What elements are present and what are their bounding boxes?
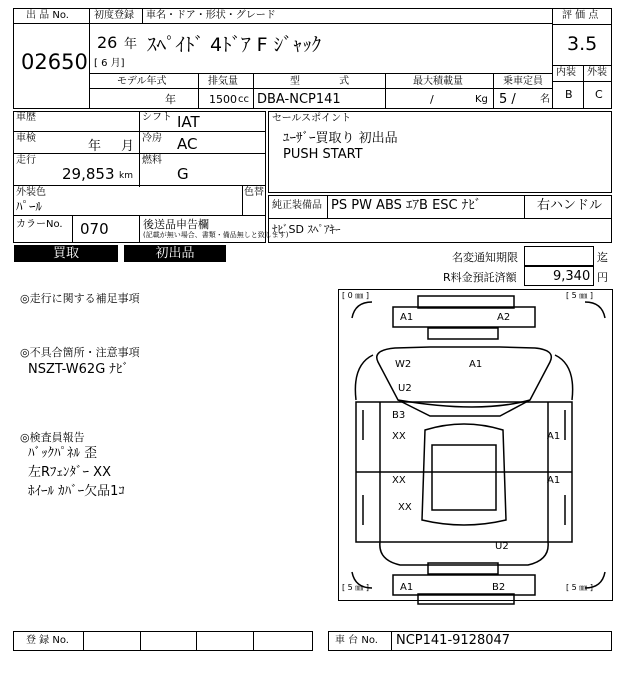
report-item-1: ﾊﾞｯｸﾊﾟﾈﾙ 歪 [28, 446, 98, 461]
reg-label: 初度登録 [94, 10, 134, 21]
reg-year: 26 [97, 33, 118, 52]
ac-label: 冷房 [142, 133, 162, 144]
interior-label: 内装 [556, 67, 576, 78]
tread-front-left: [ 0 ㎜ ] [342, 291, 369, 300]
front-bumper-left-mark: A1 [400, 312, 414, 323]
type-label: 型 式 [290, 76, 368, 87]
interior-grade: B [565, 88, 573, 101]
color-no-value: 070 [80, 220, 109, 238]
displacement-label: 排気量 [208, 76, 238, 87]
equipment-label: 純正装備品 [272, 200, 322, 211]
sales-points-label: セールスポイント [272, 113, 352, 124]
chassis-number-label: 車 台 No. [335, 635, 378, 646]
rear-under-mark: U2 [495, 541, 509, 552]
seats-value: 5 / [499, 92, 516, 107]
recycle-fee-value: 9,340 [553, 269, 591, 284]
recycle-fee-label: R料金預託済額 [443, 271, 517, 284]
damage-diagram [338, 289, 613, 601]
rear-bumper-right-mark: B2 [492, 582, 506, 593]
driving-notes-header: ◎走行に関する補足事項 [20, 292, 140, 305]
capacity-unit: Kg [475, 94, 488, 105]
handle-side: 右ハンドル [537, 198, 603, 213]
reg-month: [ 6 月] [94, 58, 125, 69]
report-item-2: 左Rﾌｪﾝﾀﾞｰ XX [28, 465, 111, 480]
hood-mark: A1 [469, 359, 483, 370]
fuel-value: G [177, 165, 189, 183]
docs-note: (記載が無い場合、書類・備品無しと致します) [143, 231, 289, 239]
sales-point-line2: PUSH START [283, 147, 363, 162]
color-change-label: 色替 [244, 187, 264, 198]
left-pillar-mark: B3 [392, 410, 406, 421]
left-rear-door-mark: XX [392, 475, 406, 486]
inspector-report-header: ◎検査員報告 [20, 431, 85, 444]
exterior-color-label: 外装色 [16, 187, 46, 198]
displacement-unit: cc [238, 94, 249, 105]
report-item-3: ﾎｲｰﾙ ｶﾊﾞｰ欠品1ｺ [28, 484, 125, 499]
right-rear-door-mark: A1 [547, 475, 561, 486]
name-change-deadline-box [524, 246, 594, 266]
extras-list: ﾅﾋﾞSD ｽﾍﾟｱｷｰ [272, 223, 341, 236]
model-year: 年 [165, 93, 176, 106]
mileage-unit: km [119, 171, 133, 181]
inspection-year: 年 [88, 139, 102, 154]
mileage-label: 走行 [16, 155, 36, 166]
shift-label: シフト [142, 112, 172, 123]
front-bumper-right-mark: A2 [497, 312, 511, 323]
recycle-fee-unit: 円 [597, 271, 608, 284]
model-code: DBA-NCP141 [257, 92, 341, 107]
front-under-mark: U2 [398, 383, 412, 394]
exterior-color-value: ﾊﾟｰﾙ [16, 200, 42, 215]
inspection-month: 月 [121, 139, 135, 154]
capacity-label: 最大積載量 [413, 76, 463, 87]
fuel-label: 燃料 [142, 155, 162, 166]
lot-number: 02650 [21, 50, 88, 74]
history-label: 車歴 [16, 112, 36, 123]
sales-point-line1: ﾕｰｻﾞｰ買取り 初出品 [283, 131, 398, 146]
right-front-door-mark: A1 [547, 431, 561, 442]
left-front-door-mark: XX [392, 431, 406, 442]
score-value: 3.5 [567, 33, 598, 55]
shift-value: IAT [177, 113, 200, 131]
left-rear-fender-mark: XX [398, 502, 412, 513]
color-no-label: カラーNo. [16, 219, 63, 230]
tag-buyback: 買取 [14, 245, 118, 262]
defects-header: ◎不具合箇所・注意事項 [20, 346, 140, 359]
car-name: ｽﾍﾟｲﾄﾞ 4ﾄﾞｱ F ｼﾞｬｯｸ [147, 34, 322, 56]
lot-label: 出 品 No. [26, 10, 69, 21]
inspection-label: 車検 [16, 133, 36, 144]
displacement: 1500 [209, 93, 237, 106]
equipment-list: PS PW ABS ｴｱB ESC ﾅﾋﾞ [331, 198, 482, 213]
name-change-deadline-unit: 迄 [597, 251, 608, 264]
ac-value: AC [177, 135, 198, 153]
seats-unit: 名 [540, 94, 550, 105]
tag-first-listing: 初出品 [124, 245, 226, 262]
docs-label: 後送品申告欄 [143, 218, 209, 231]
exterior-label: 外装 [587, 67, 607, 78]
exterior-grade: C [595, 88, 603, 101]
seats-label: 乗車定員 [503, 76, 543, 87]
defect-item: NSZT-W62G ﾅﾋﾞ [28, 362, 129, 377]
windshield-mark: W2 [395, 359, 412, 370]
registration-number-label: 登 録 No. [26, 635, 69, 646]
year-unit: 年 [124, 37, 138, 52]
name-change-deadline-label: 名変通知期限 [452, 251, 518, 264]
tread-rear-right: [ 5 ㎜ ] [566, 583, 593, 592]
rear-bumper-left-mark: A1 [400, 582, 414, 593]
capacity-value: / [430, 93, 434, 106]
tread-rear-left: [ 5 ㎜ ] [342, 583, 369, 592]
score-label: 評 価 点 [562, 10, 599, 21]
model-year-label: モデル年式 [117, 76, 167, 87]
tread-front-right: [ 5 ㎜ ] [566, 291, 593, 300]
car-name-label: 車名・ドア・形状・グレード [146, 10, 276, 21]
mileage-value: 29,853 [62, 165, 115, 183]
chassis-number: NCP141-9128047 [396, 633, 511, 648]
